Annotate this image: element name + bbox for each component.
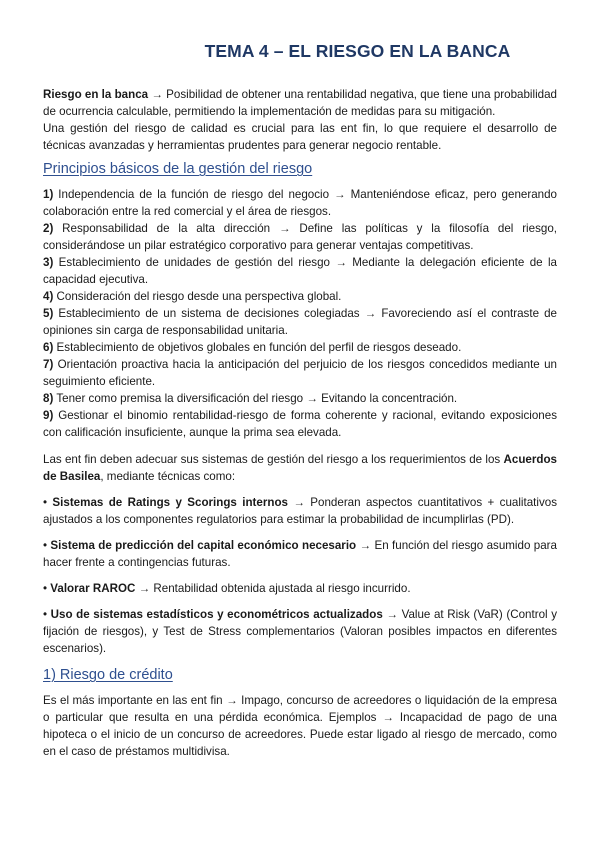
principles-heading <box>43 160 557 179</box>
bullet-icon: • <box>43 608 48 621</box>
principle-number: 9) <box>43 409 54 422</box>
intro-term: Riesgo en la banca <box>43 88 149 101</box>
document-page <box>43 40 557 760</box>
principle-text: Establecimiento de objetivos globales en función del perfil de riesgos deseado. <box>53 341 462 354</box>
bullet-icon: • <box>43 496 48 509</box>
credit-heading-text: 1) Riesgo de crédito <box>43 667 173 683</box>
principle-number: 6) <box>43 341 54 354</box>
technique-title: Sistemas de Ratings y Scorings internos <box>47 496 288 509</box>
principle-text: Responsabilidad de la alta dirección → Define las políticas y la filosofía del riesgo, considerándose un pilar estratégico corporativo para generar ventajas competitivas. <box>43 222 557 252</box>
basilea-bold: Acuerdos de Basilea <box>43 453 557 483</box>
credit-paragraph: Es el más importante en las ent fin → Impago, concurso de acreedores o liquidación de la empresa o particular que resulta en una pérdida económica. Ejemplos → Incapacidad de pago de una hipoteca o el inicio de un concurso de acreedores. Puede estar ligado al riesgo de mercado, como en el caso de préstamos multidivisa. <box>43 694 557 758</box>
principle-text: Tener como premisa la diversificación del riesgo → Evitando la concentración. <box>53 392 458 405</box>
basilea-after: , mediante técnicas como: <box>100 470 236 483</box>
document-title <box>43 40 557 62</box>
principle-number: 8) <box>43 392 54 405</box>
technique-text: → Rentabilidad obtenida ajustada al riesgo incurrido. <box>135 582 411 595</box>
technique-item <box>43 580 557 597</box>
principle-item <box>43 220 557 254</box>
principle-item <box>43 356 557 390</box>
intro-definition <box>43 86 557 120</box>
principle-text: Establecimiento de un sistema de decisiones colegiadas → Favoreciendo así el contraste de opiniones sin carga de responsabilidad unitaria. <box>43 307 557 337</box>
techniques-list <box>43 494 557 657</box>
principle-number: 2) <box>43 222 54 235</box>
principle-text: Orientación proactiva hacia la anticipación del perjuicio de los riesgos concedidos mediante un seguimiento eficiente. <box>43 358 557 388</box>
bullet-icon: • <box>43 539 48 552</box>
principles-heading-text: Principios básicos de la gestión del riesgo <box>43 161 313 177</box>
principle-number: 4) <box>43 290 54 303</box>
basilea-paragraph <box>43 451 557 485</box>
principle-text: Consideración del riesgo desde una perspectiva global. <box>53 290 342 303</box>
credit-heading <box>43 666 557 685</box>
technique-title: Sistema de predicción del capital económico necesario <box>47 539 357 552</box>
intro-paragraph: Una gestión del riesgo de calidad es crucial para las ent fin, lo que requiere el desarrollo de técnicas avanzadas y herramientas prudentes para generar negocio rentable. <box>43 122 557 152</box>
technique-title: Uso de sistemas estadísticos y econométricos actualizados <box>47 608 383 621</box>
principles-list <box>43 186 557 441</box>
principle-number: 5) <box>43 307 54 320</box>
technique-text: → Value at Risk (VaR) (Control y fijación de riesgos), y Test de Stress complementarios (Valoran posibles impactos en diferentes escenarios). <box>43 608 557 655</box>
principle-item <box>43 254 557 288</box>
intro-definition-text: Posibilidad de obtener una rentabilidad negativa, que tiene una probabilidad de ocurrencia calculable, permitiendo la implementación de medidas para su mitigación. <box>43 88 557 118</box>
principle-item <box>43 407 557 441</box>
principle-item <box>43 288 557 305</box>
principle-text: Independencia de la función de riesgo del negocio → Manteniéndose eficaz, pero generando colaboración entre la red comercial y el área de riesgos. <box>43 188 557 218</box>
arrow-icon: → <box>151 88 163 101</box>
principle-item <box>43 186 557 220</box>
technique-item <box>43 606 557 657</box>
technique-title: Valorar RAROC <box>47 582 136 595</box>
technique-item <box>43 537 557 571</box>
principle-item <box>43 339 557 356</box>
document-title-text: TEMA 4 – EL RIESGO EN LA BANCA <box>204 41 511 61</box>
principle-text: Establecimiento de unidades de gestión del riesgo → Mediante la delegación eficiente de la capacidad ejecutiva. <box>43 256 557 286</box>
principle-item <box>43 305 557 339</box>
technique-item <box>43 494 557 528</box>
technique-text: → Ponderan aspectos cuantitativos + cualitativos ajustados a los componentes regulatorios para estimar la probabilidad de incumplirlas (PD). <box>43 496 557 526</box>
principle-number: 3) <box>43 256 54 269</box>
principle-item <box>43 390 557 407</box>
principle-number: 7) <box>43 358 54 371</box>
bullet-icon: • <box>43 582 48 595</box>
principle-text: Gestionar el binomio rentabilidad-riesgo de forma coherente y racional, evitando exposiciones con calificación insuficiente, aunque la prima sea elevada. <box>43 409 557 439</box>
basilea-before: Las ent fin deben adecuar sus sistemas de gestión del riesgo a los requerimientos de los <box>43 453 504 466</box>
principle-number: 1) <box>43 188 54 201</box>
technique-text: → En función del riesgo asumido para hacer frente a contingencias futuras. <box>43 539 557 569</box>
